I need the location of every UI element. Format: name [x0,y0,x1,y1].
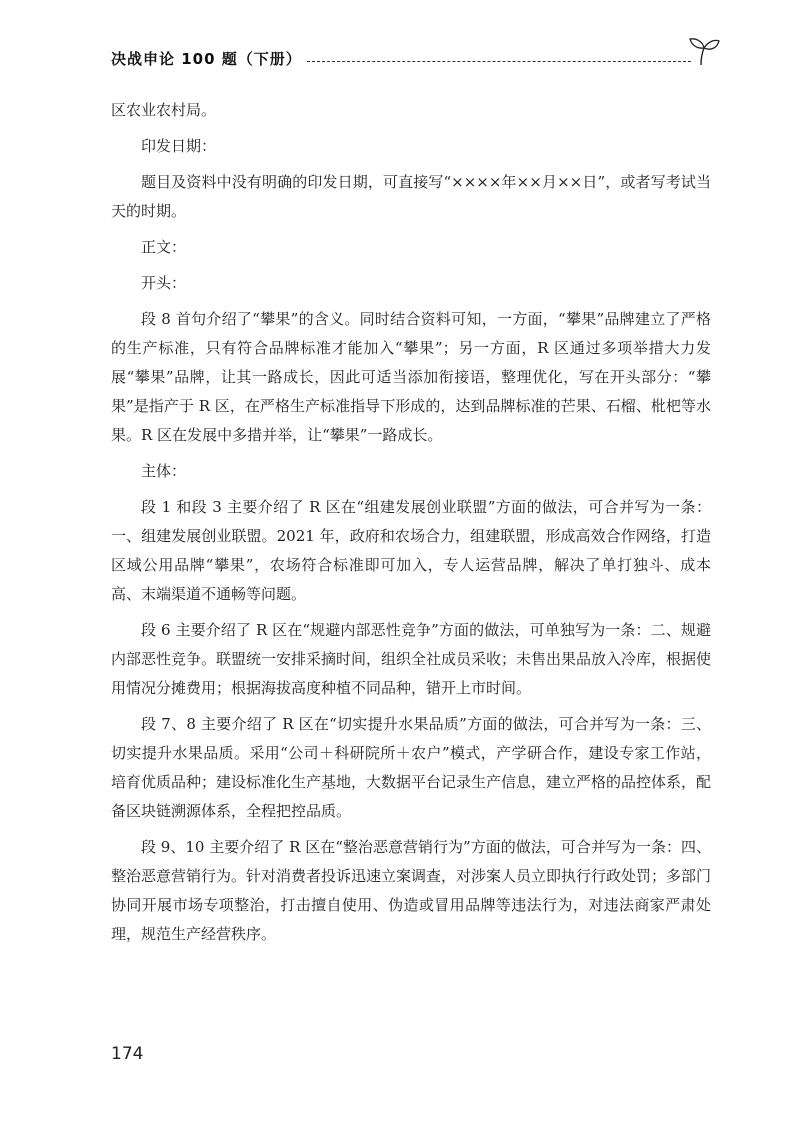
header-dashed-rule [307,61,691,62]
paragraph: 区农业农村局。 [111,101,217,119]
running-header [111,44,721,74]
body-text [111,96,711,956]
paragraph: 段 1 和段 3 主要介绍了 R 区在“组建发展创业联盟”方面的做法，可合并写为一条：一、组建发展创业联盟。2021 年，政府和农场合力，组建联盟，形成高效合作网络，打造区域公用品牌“攀果”，农场符合标准即可加入，专人运营品牌，解决了单打独斗、成本高、末端渠道不通畅等问题。 [111,498,711,603]
page-number: 174 [111,1044,144,1064]
paragraph: 主体： [141,462,187,480]
sprout-icon [687,36,721,66]
paragraph: 印发日期： [141,137,217,155]
paragraph: 正文： [141,238,187,256]
paragraph: 开头： [141,274,187,292]
paragraph: 段 8 首句介绍了“攀果”的含义。同时结合资料可知，一方面，“攀果”品牌建立了严格的生产标准，只有符合品牌标准才能加入“攀果”；另一方面，R 区通过多项举措大力发展“攀果”品牌，让其一路成长，因此可适当添加衔接语，整理优化，写在开头部分：“攀果”是指产于 R 区，在严格生产标准指导下形成的，达到品牌标准的芒果、石榴、枇杷等水果。R 区在发展中多措并举，让“攀果”一路成长。 [111,310,711,444]
paragraph: 段 7、8 主要介绍了 R 区在“切实提升水果品质”方面的做法，可合并写为一条：三、切实提升水果品质。采用“公司＋科研院所＋农户”模式，产学研合作，建设专家工作站，培育优质品种；建设标准化生产基地，大数据平台记录生产信息，建立严格的品控体系，配备区块链溯源体系，全程把控品质。 [111,715,712,820]
paragraph: 段 6 主要介绍了 R 区在“规避内部恶性竞争”方面的做法，可单独写为一条：二、规避内部恶性竞争。联盟统一安排采摘时间，组织全社成员采收；未售出果品放入冷库，根据使用情况分摊费用；根据海拔高度种植不同品种，错开上市时间。 [111,621,712,697]
paragraph: 段 9、10 主要介绍了 R 区在“整治恶意营销行为”方面的做法，可合并写为一条：四、整治恶意营销行为。针对消费者投诉迅速立案调查，对涉案人员立即执行行政处罚；多部门协同开展市场专项整治，打击擅自使用、伪造或冒用品牌等违法行为，对违法商家严肃处理，规范生产经营秩序。 [111,838,712,943]
paragraph: 题目及资料中没有明确的印发日期，可直接写“××××年××月××日”，或者写考试当天的时期。 [111,173,711,220]
header-title: 决战申论 100 题（下册） [111,50,302,68]
